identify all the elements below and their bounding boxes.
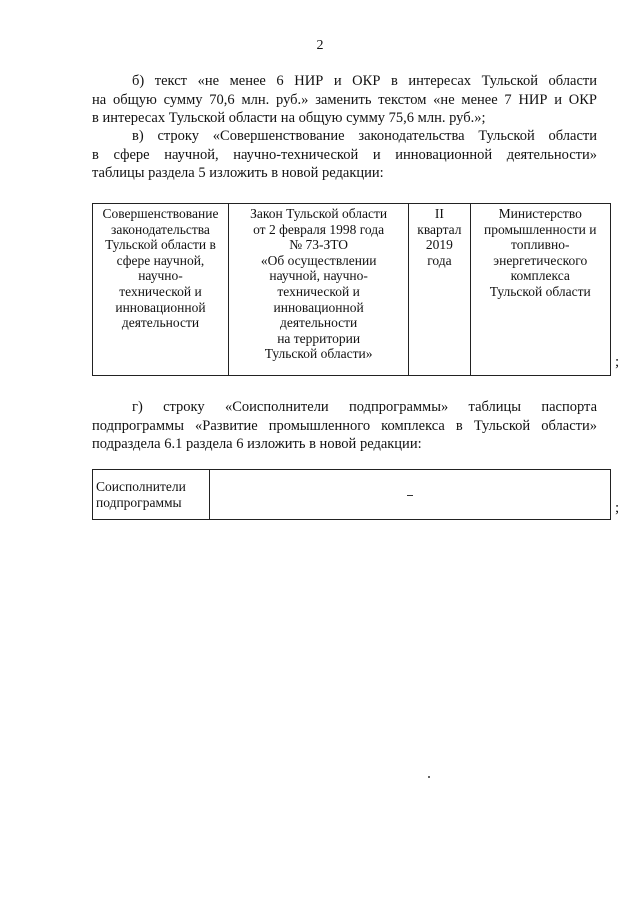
table-cell-activity: Совершенствование законодательства Тульской области в сфере научной, научно- технической и инновационной деятельности (93, 204, 229, 376)
table-terminator: ; (615, 500, 620, 516)
table-cell-label: Соисполнители подпрограммы (93, 470, 210, 520)
paragraph-v (92, 127, 597, 183)
table-row (93, 204, 611, 376)
table-row (93, 470, 611, 520)
text-line: в интересах Тульской области на общую сумму 75,6 млн. руб.»; (92, 110, 486, 127)
text-line: на общую сумму 70,6 млн. руб.» заменить текстом «не менее 7 НИР и ОКР (92, 91, 597, 108)
text-line: б) текст «не менее 6 НИР и ОКР в интересах Тульской области (132, 73, 597, 89)
page-number: 2 (316, 38, 324, 53)
paragraph-g (92, 398, 597, 454)
replacement-table (92, 203, 611, 376)
dash-mark (407, 495, 413, 496)
stray-dot (428, 776, 430, 778)
table-cell-executor: Министерство промышленности и топливно- энергетического комплекса Тульской области (470, 204, 610, 376)
text-line: подраздела 6.1 раздела 6 изложить в новой редакции: (92, 436, 422, 453)
table-cell-law: Закон Тульской области от 2 февраля 1998 года № 73-ЗТО «Об осуществлении научной, научно- технической и инновационной деятельности на территории Тульской области» (228, 204, 408, 376)
table-cell-empty (210, 470, 611, 520)
text-line: таблицы раздела 5 изложить в новой редакции: (92, 165, 384, 182)
text-line: в) строку «Совершенствование законодательства Тульской области (132, 128, 597, 144)
table-cell-term: II квартал 2019 года (409, 204, 470, 376)
table-terminator: ; (615, 354, 620, 370)
text-line: г) строку «Соисполнители подпрограммы» таблицы паспорта (132, 399, 597, 415)
paragraph-b (92, 72, 597, 128)
text-line: в сфере научной, научно-технической и инновационной деятельности» (92, 146, 597, 163)
text-line: подпрограммы «Развитие промышленного комплекса в Тульской области» (92, 417, 597, 434)
coexecutors-table (92, 469, 611, 520)
